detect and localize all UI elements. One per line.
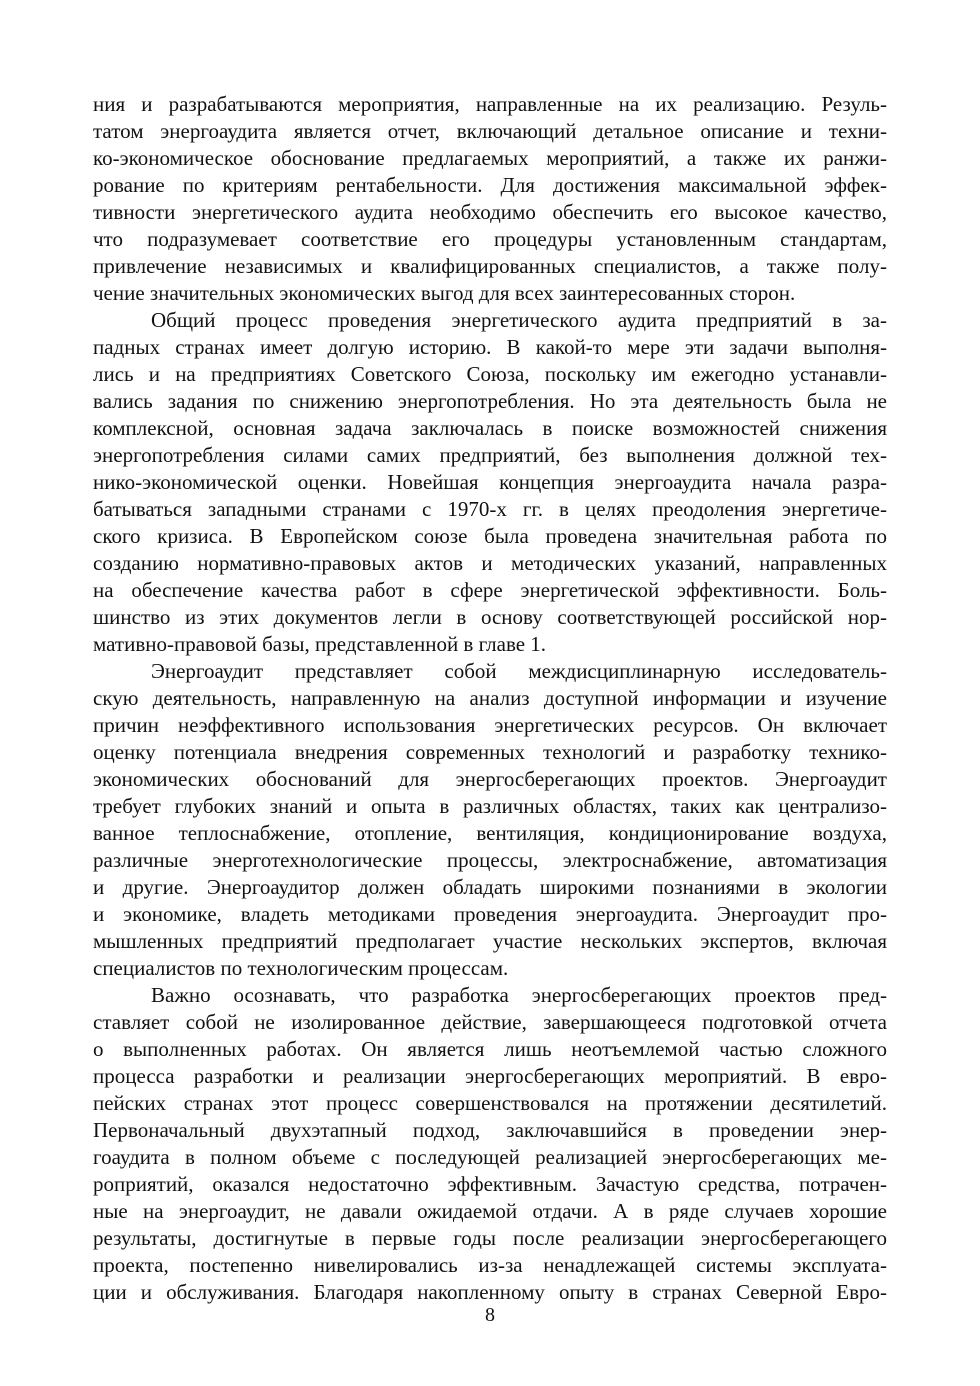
text-line: шинство из этих документов легли в основу соответствующей российской нор-: [93, 605, 887, 629]
text-line: ные на энергоаудит, не давали ожидаемой отдачи. А в ряде случаев хорошие: [93, 1199, 887, 1223]
text-line: о выполненных работах. Он является лишь неотъемлемой частью сложного: [93, 1037, 887, 1061]
text-line: ния и разрабатываются мероприятия, направленные на их реализацию. Резуль-: [93, 92, 887, 116]
text-line: процесса разработки и реализации энергосберегающих мероприятий. В евро-: [93, 1064, 887, 1088]
text-line: падных странах имеет долгую историю. В какой-то мере эти задачи выполня-: [93, 335, 887, 359]
text-line: мышленных предприятий предполагает участие нескольких экспертов, включая: [93, 929, 887, 953]
text-line: чение значительных экономических выгод для всех заинтересованных сторон.: [93, 281, 796, 305]
text-line: гоаудита в полном объеме с последующей реализацией энергосберегающих ме-: [93, 1145, 887, 1169]
paragraph: [93, 307, 887, 658]
text-line: ко-экономическое обоснование предлагаемых мероприятий, а также их ранжи-: [93, 146, 887, 170]
paragraph: [93, 982, 887, 1306]
text-line: оценку потенциала внедрения современных технологий и разработку технико-: [93, 740, 887, 764]
text-line: рование по критериям рентабельности. Для достижения максимальной эффек-: [93, 173, 887, 197]
text-line: созданию нормативно-правовых актов и методических указаний, направленных: [93, 551, 887, 575]
text-line: скую деятельность, направленную на анализ доступной информации и изучение: [93, 686, 887, 710]
text-line: причин неэффективного использования энергетических ресурсов. Он включает: [93, 713, 887, 737]
text-line: татом энергоаудита является отчет, включающий детальное описание и техни-: [93, 119, 887, 143]
text-line: и другие. Энергоаудитор должен обладать широкими познаниями в экологии: [93, 875, 887, 899]
body-text: [93, 91, 887, 1306]
text-line: специалистов по технологическим процессам.: [93, 956, 509, 980]
paragraph: [93, 658, 887, 982]
text-line: на обеспечение качества работ в сфере энергетической эффективности. Боль-: [93, 578, 887, 602]
text-line: ставляет собой не изолированное действие, завершающееся подготовкой отчета: [93, 1010, 887, 1034]
text-line: Первоначальный двухэтапный подход, заключавшийся в проведении энер-: [93, 1118, 887, 1142]
text-line: нико-экономической оценки. Новейшая концепция энергоаудита начала разра-: [93, 470, 887, 494]
text-line: ции и обслуживания. Благодаря накопленному опыту в странах Северной Евро-: [93, 1280, 887, 1304]
text-line: тивности энергетического аудита необходимо обеспечить его высокое качество,: [93, 200, 887, 224]
text-line: различные энерготехнологические процессы, электроснабжение, автоматизация: [93, 848, 887, 872]
text-line: экономических обоснований для энергосберегающих проектов. Энергоаудит: [93, 767, 887, 791]
text-line: требует глубоких знаний и опыта в различных областях, таких как централизо-: [93, 794, 887, 818]
text-line: Энергоаудит представляет собой междисциплинарную исследователь-: [151, 659, 887, 683]
text-line: роприятий, оказался недостаточно эффективным. Зачастую средства, потрачен-: [93, 1172, 887, 1196]
text-line: привлечение независимых и квалифицированных специалистов, а также полу-: [93, 254, 887, 278]
text-line: результаты, достигнутые в первые годы после реализации энергосберегающего: [93, 1226, 887, 1250]
text-line: Общий процесс проведения энергетического аудита предприятий в за-: [151, 308, 887, 332]
text-line: мативно-правовой базы, представленной в главе 1.: [93, 632, 547, 656]
text-line: ского кризиса. В Европейском союзе была проведена значительная работа по: [93, 524, 887, 548]
text-line: энергопотребления силами самих предприятий, без выполнения должной тех-: [93, 443, 887, 467]
page-number: 8: [485, 1304, 495, 1326]
text-line: ванное теплоснабжение, отопление, вентиляция, кондиционирование воздуха,: [93, 821, 887, 845]
paragraph: [93, 91, 887, 307]
text-line: и экономике, владеть методиками проведения энергоаудита. Энергоаудит про-: [93, 902, 887, 926]
text-line: лись и на предприятиях Советского Союза, поскольку им ежегодно устанавли-: [93, 362, 887, 386]
text-line: что подразумевает соответствие его процедуры установленным стандартам,: [93, 227, 887, 251]
text-line: батываться западными странами с 1970-х гг. в целях преодоления энергетиче-: [93, 497, 887, 521]
text-line: Важно осознавать, что разработка энергосберегающих проектов пред-: [151, 983, 887, 1007]
text-line: проекта, постепенно нивелировались из-за ненадлежащей системы эксплуата-: [93, 1253, 887, 1277]
text-line: комплексной, основная задача заключалась в поиске возможностей снижения: [93, 416, 887, 440]
text-line: пейских странах этот процесс совершенствовался на протяжении десятилетий.: [93, 1091, 887, 1115]
text-line: вались задания по снижению энергопотребления. Но эта деятельность была не: [93, 389, 887, 413]
